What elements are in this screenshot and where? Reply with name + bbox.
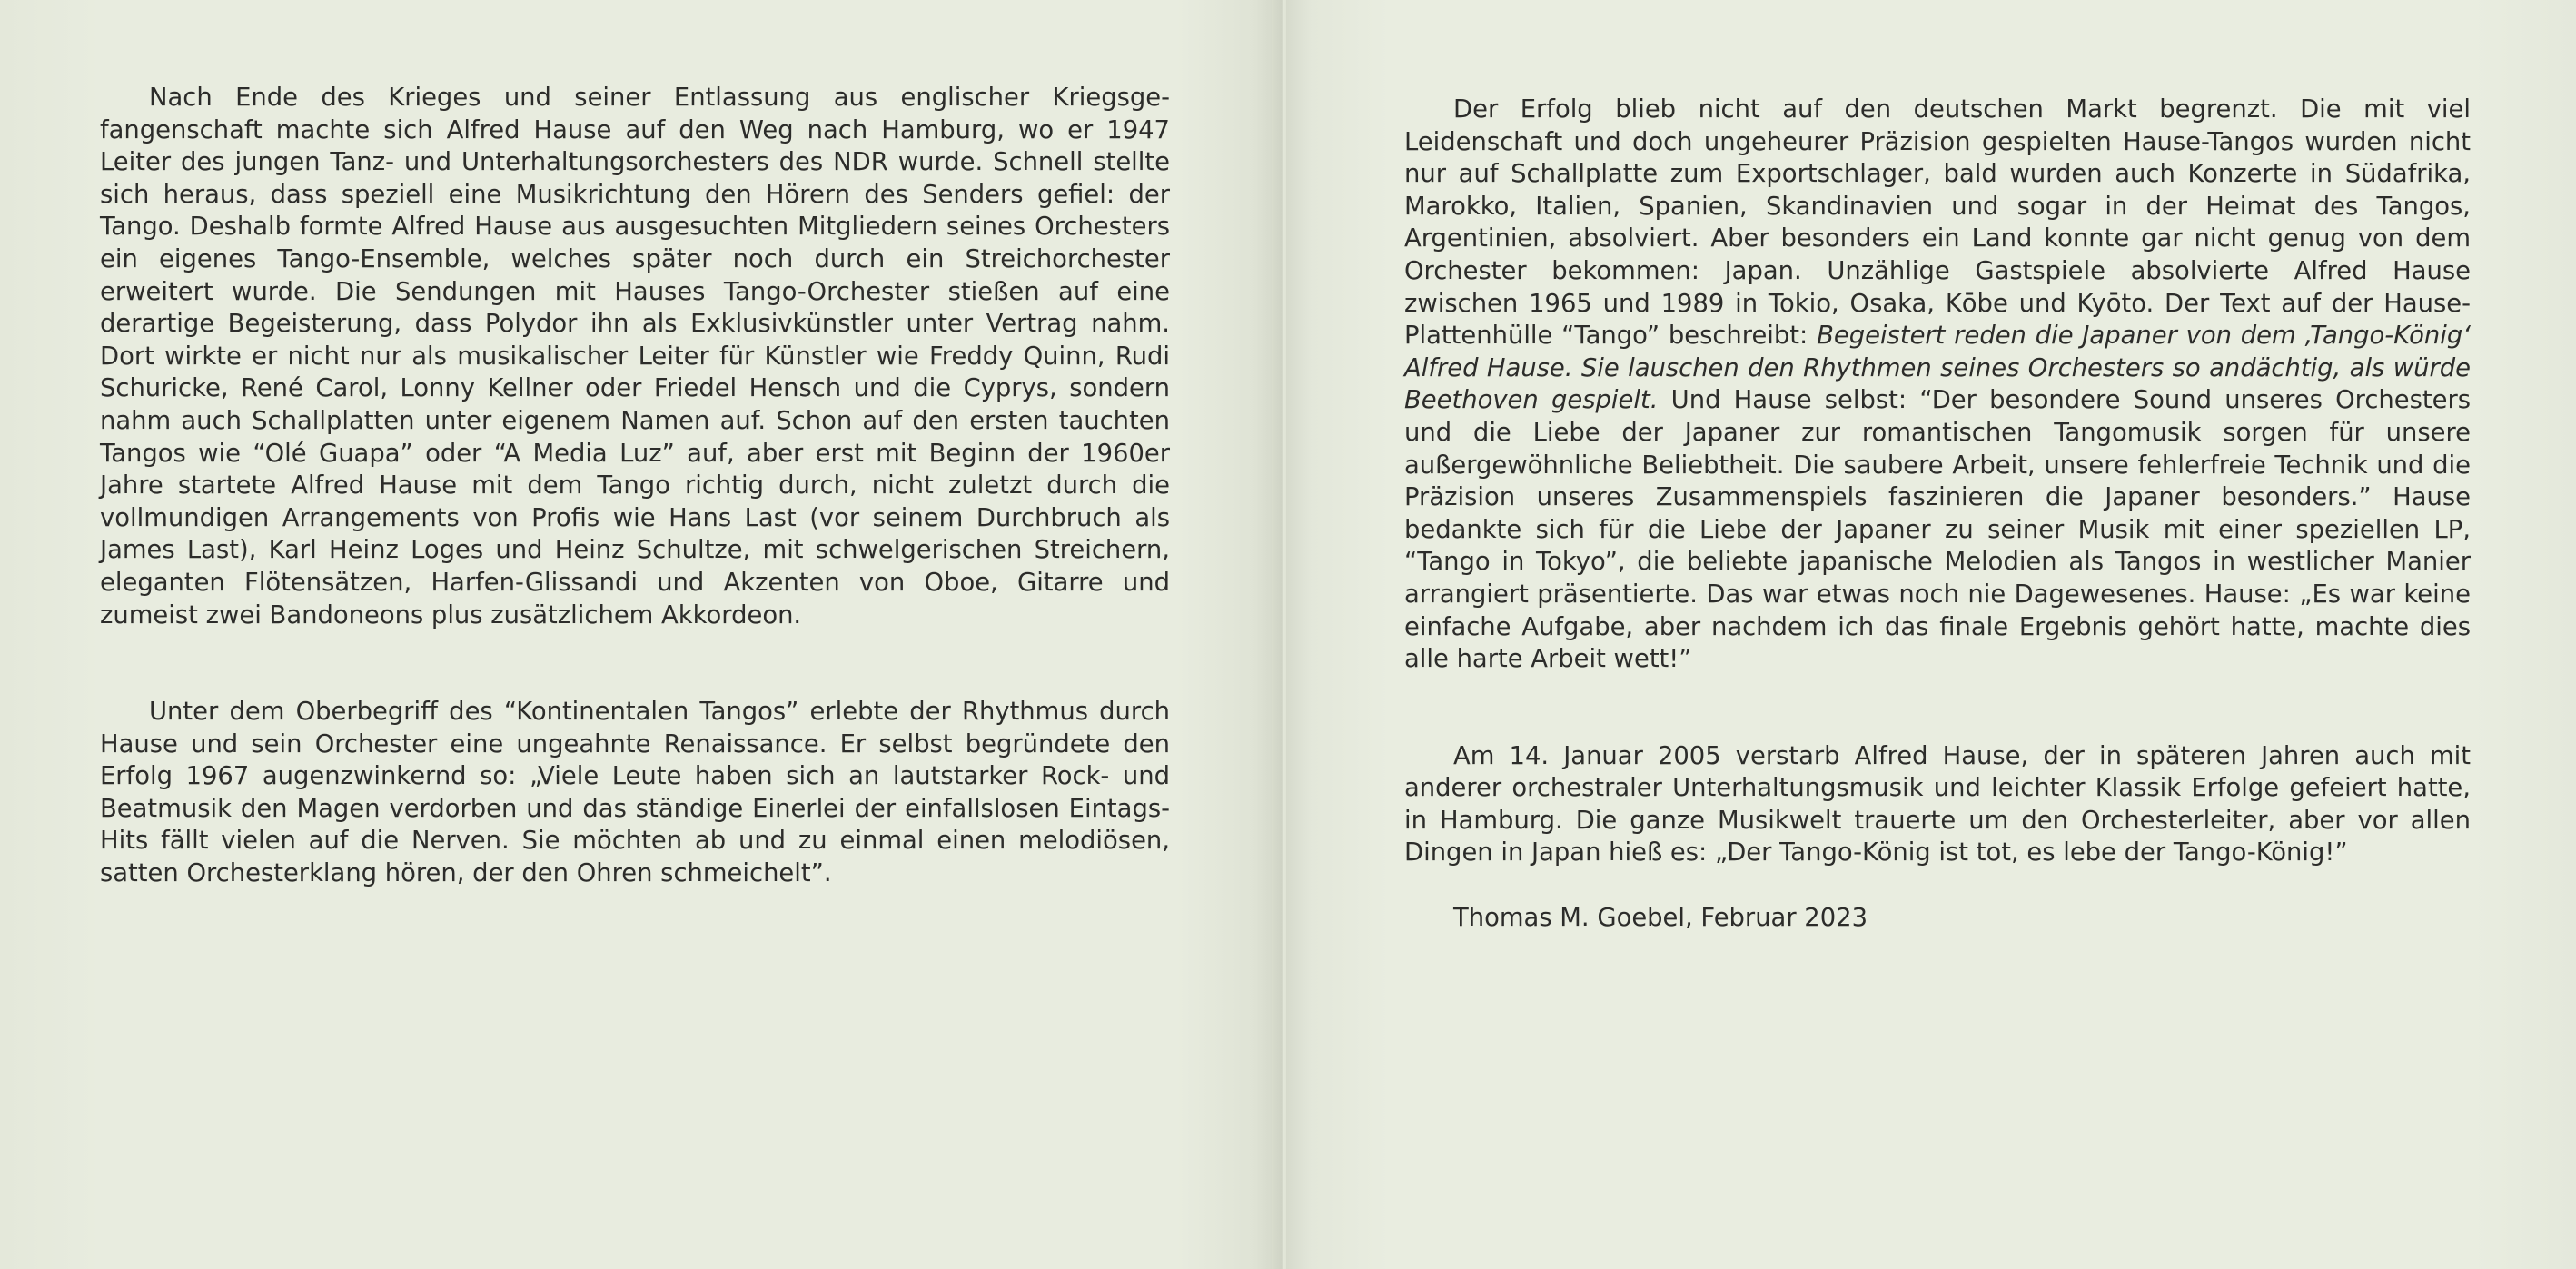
right-text-block	[1404, 94, 2471, 935]
right-page	[1286, 0, 2576, 1269]
right-paragraph-1-intro: Der Erfolg blieb nicht auf den deutschen Markt begrenzt. Die mit viel Leidenschaft und doch ungeheurer Präzision gespielten Hause-Tangos wurden nicht nur auf Schallplatte zum Exportschlager, bald wurden auch Konzerte in Südafrika, Marokko, Italien, Spanien, Skandinavien und sogar in der Heimat des Tangos, Argentinien, absolviert. Aber besonders ein Land konnte gar nicht genug von dem Orchester bekommen: Japan. Unzählige Gastspiele absolvierte Alfred Hause zwischen 1965 und 1989 in Tokio, Osaka, Kōbe und Kyōto. Der Text auf der Hause-Plattenhülle “Tango” beschreibt:	[1404, 95, 2471, 351]
right-paragraph-1-italic-quote: Begeistert reden die Japaner von dem ‚Tango-König‘ Alfred Hause. Sie lauschen den Rhythmen seines Orchesters so andächtig, als würde Beethoven gespielt.	[1404, 322, 2471, 415]
author-signature: Thomas M. Goebel, Februar 2023	[1453, 904, 1868, 933]
left-paragraph-1: Nach Ende des Krieges und seiner Entlassung aus englischer Kriegsgefangenschaft machte sich Alfred Hause auf den Weg nach Hamburg, wo er 1947 Leiter des jungen Tanz- und Unterhaltungsorchesters des NDR wurde. Schnell stellte sich heraus, dass speziell eine Musikrichtung den Hörern des Senders gefiel: der Tango. Deshalb formte Alfred Hause aus ausgesuchten Mitgliedern seines Orchesters ein eigenes Tango-Ensemble, welches später noch durch ein Streichorchester erweitert wurde. Die Sendungen mit Hauses Tango-Orchester stießen auf eine derartige Begeisterung, dass Polydor ihn als Exklusivkünstler unter Vertrag nahm. Dort wirkte er nicht nur als musikalischer Leiter für Künstler wie Freddy Quinn, Rudi Schuricke, René Carol, Lonny Kellner oder Friedel Hensch und die Cyprys, sondern nahm auch Schallplatten unter eigenem Namen auf. Schon auf den ersten tauchten Tangos wie “Olé Guapa” oder “A Media Luz” auf, aber erst mit Beginn der 1960er Jahre startete Alfred Hause mit dem Tango richtig durch, nicht zuletzt durch die vollmundigen Arrangements von Profis wie Hans Last (vor seinem Durchbruch als James Last), Karl Heinz Loges und Heinz Schultze, mit schwelgerischen Streichern, eleganten Flötensätzen, Harfen-Glissandi und Akzenten von Oboe, Gitarre und zumeist zwei Bandoneons plus zusätzlichem Akkordeon.	[100, 84, 1170, 630]
left-paragraph-2: Unter dem Oberbegriff des “Kontinentalen Tangos” erlebte der Rhythmus durch Hause und sein Orchester eine ungeahnte Renaissance. Er selbst begründete den Erfolg 1967 augenzwinkernd so: „Viele Leute haben sich an lautstarker Rock- und Beatmusik den Magen verdorben und das ständige Einerlei der einfallslosen Eintags-Hits fällt vielen auf die Nerven. Sie möchten ab und zu einmal einen melodiösen, satten Orchesterklang hören, der den Ohren schmeichelt”.	[100, 698, 1170, 888]
left-text-block	[100, 82, 1170, 890]
right-paragraph-2: Am 14. Januar 2005 verstarb Alfred Hause, der in späteren Jahren auch mit anderer orchestraler Unterhaltungsmusik und leichter Klassik Erfolge gefeiert hatte, in Hamburg. Die ganze Musikwelt trauerte um den Orchesterleiter, aber vor allen Dingen in Japan hieß es: „Der Tango-König ist tot, es lebe der Tango-König!”	[1404, 741, 2471, 867]
left-page	[0, 0, 1279, 1269]
right-paragraph-1-continuation: Und Hause selbst: “Der besondere Sound unseres Orchesters und die Liebe der Japaner zur romantischen Tangomusik sorgen für unsere außergewöhnliche Beliebtheit. Die saubere Arbeit, unsere fehlerfreie Technik und die Präzision unseres Zusammenspiels faszinieren die Japaner besonders.” Hause bedankte sich für die Liebe der Japaner zu seiner Musik mit einer speziellen LP, “Tango in Tokyo”, die beliebte japanische Melodien als Tangos in westlicher Manier arrangiert präsentierte. Das war etwas noch nie Dagewesenes. Hause: „Es war keine einfache Aufgabe, aber nachdem ich das finale Ergebnis gehört hatte, machte dies alle harte Arbeit wett!”	[1404, 386, 2471, 674]
right-paragraph-1	[1404, 94, 2471, 676]
